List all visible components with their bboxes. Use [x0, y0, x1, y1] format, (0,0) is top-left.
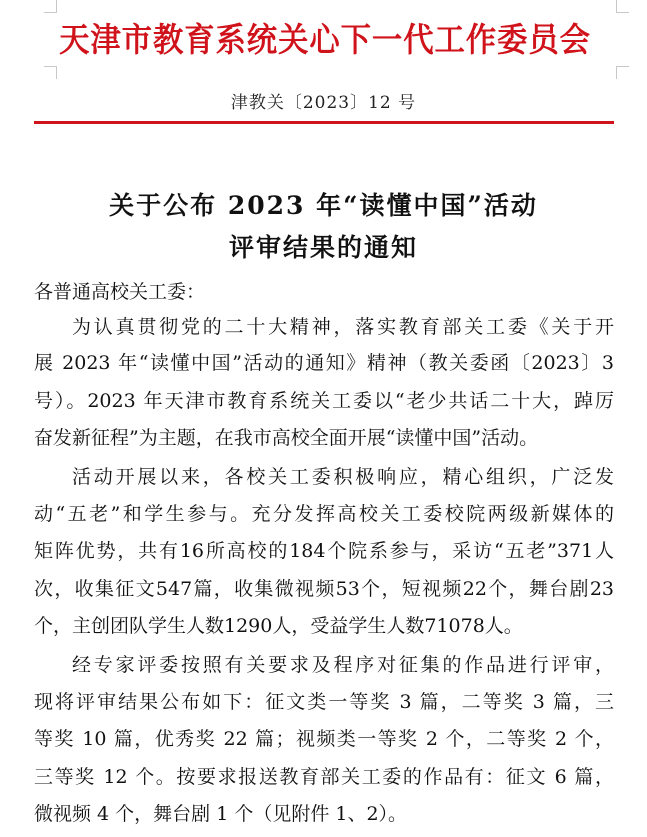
issuing-organization-masthead: 天津市教育系统关心下一代工作委员会 [59, 19, 591, 59]
paragraph-1-line: 展 2023 年“读懂中国”活动的通知》精神（教关委函〔2023〕3 [34, 352, 614, 374]
paragraph-2-line: 活动开展以来，各校关工委积极响应，精心组织，广泛发 [72, 466, 614, 488]
paragraph-2-line: 次，收集征文547篇，收集微视频53个，短视频22个，舞台剧23 [34, 578, 614, 600]
salutation: 各普通高校关工委： [34, 281, 206, 303]
notice-title-line-2: 评审结果的通知 [228, 233, 418, 262]
paragraph-2-line: 动“五老”和学生参与。充分发挥高校关工委校院两级新媒体的 [34, 503, 614, 525]
paragraph-3-line: 经专家评委按照有关要求及程序对征集的作品进行评审， [72, 654, 614, 676]
document-number: 津教关〔2023〕12 号 [230, 93, 417, 113]
page-corner-mark [616, 66, 629, 79]
paragraph-1-line: 奋发新征程”为主题，在我市高校全面开展“读懂中国”活动。 [34, 427, 539, 449]
paragraph-1-line: 为认真贯彻党的二十大精神，落实教育部关工委《关于开 [72, 316, 614, 338]
paragraph-2-line: 矩阵优势，共有16所高校的184个院系参与，采访“五老”371人 [34, 540, 614, 562]
page-corner-mark [616, 0, 629, 13]
paragraph-1-line: 号）。2023 年天津市教育系统关工委以“老少共话二十大，踔厉 [34, 390, 614, 412]
paragraph-3-line: 三等奖 12 个。按要求报送教育部关工委的作品有：征文 6 篇， [34, 766, 614, 788]
page-corner-mark [44, 66, 57, 79]
paragraph-2-line: 个，主创团队学生人数1290人，受益学生人数71078人。 [34, 615, 523, 637]
notice-title-line-1: 关于公布 2023 年“读懂中国”活动 [109, 191, 538, 220]
paragraph-3-line: 微视频 4 个，舞台剧 1 个（见附件 1、2）。 [34, 803, 408, 825]
paragraph-3-line: 等奖 10 篇，优秀奖 22 篇；视频类一等奖 2 个，二等奖 2 个， [34, 728, 614, 750]
paragraph-3-line: 现将评审结果公布如下：征文类一等奖 3 篇，二等奖 3 篇，三 [34, 691, 614, 713]
red-divider-line [34, 121, 614, 124]
